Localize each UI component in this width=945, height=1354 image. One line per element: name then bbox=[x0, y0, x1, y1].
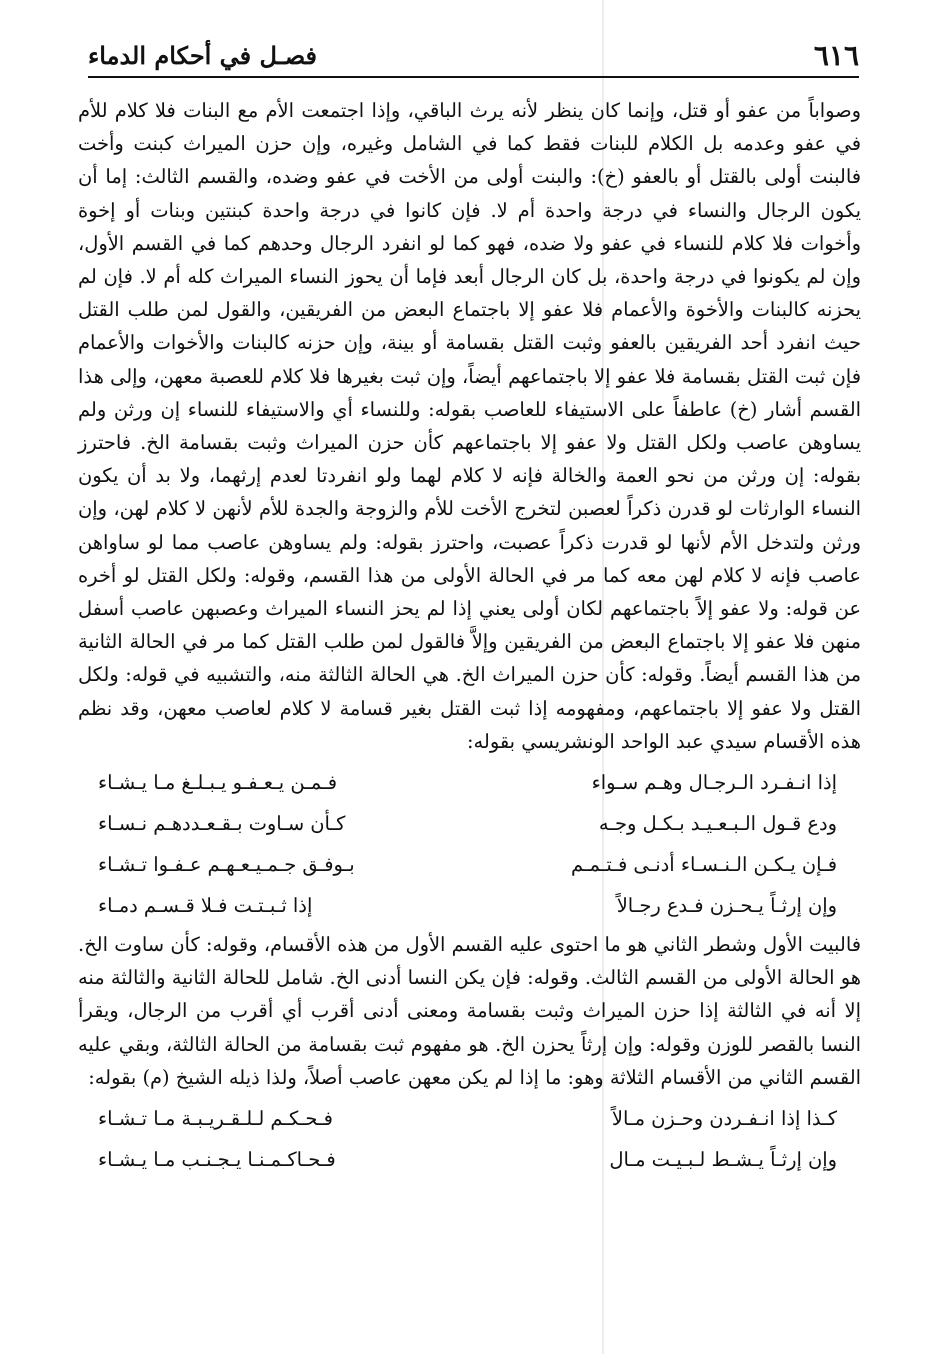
verse-line bbox=[78, 844, 861, 885]
paragraph: فالبيت الأول وشطر الثاني هو ما احتوى عليه القسم الأول من هذه الأقسام، وقوله: كأن ساوت الخ. هو الحالة الأولى من القسم الثالث. وقوله: فإن يكن النسا أدنى الخ. شامل للحالة الثانية والثالثة منه إلا أنه في الثالثة إذا حزن الميراث وثبت بقسامة ومعنى أدنى أقرب أي أقرب من الرجال، ويقرأ النسا بالقصر للوزن وقوله: وإن إرثاً يحزن الخ. هو مفهوم ثبت بقسامة من الحالة الثالثة، وبقي عليه القسم الثاني من الأقسام الثلاثة وهو: ما إذا لم يكن معهن عاصب أصلاً، ولذا ذيله الشيخ (م) بقوله: bbox=[78, 933, 861, 1089]
poem-block bbox=[78, 762, 861, 926]
poem-block bbox=[78, 1098, 861, 1180]
verse-second-hemistich: فـمـن يـعـفـو يـبـلـغ مـا يـشـاء bbox=[98, 770, 337, 794]
verse-second-hemistich: فـحـكـم لـلـقـريـبـة مـا تـشـاء bbox=[98, 1106, 333, 1130]
verse-line bbox=[78, 1098, 861, 1139]
verse-second-hemistich: فـحـاكـمـنـا يـجـنـب مـا يـشـاء bbox=[98, 1147, 336, 1171]
paragraph: وصواباً من عفو أو قتل، وإنما كان ينظر لأنه يرث الباقي، وإذا اجتمعت الأم مع البنات فلا كلام للأم في عفو وعدمه بل الكلام للبنات فقط كما في الشامل وغيره، وإن حزن الميراث كبنت وأخت فالبنت أولى بالقتل أو بالعفو (خ): والبنت أولى من الأخت في عفو وضده، والقسم الثالث: إما أن يكون الرجال والنساء في درجة واحدة أم لا. فإن كانوا في درجة واحدة كبنتين وبنات أو إخوة وأخوات فلا كلام للنساء في عفو ولا ضده، فهو كما لو انفرد الرجال وحدهم كما في القسم الأول، وإن لم يكونوا في درجة واحدة، بل كان الرجال أبعد فإما أن يحوز النساء الميراث كله أم لا. فإن لم يحزنه كالبنات والأخوة والأعمام فلا عفو إلا باجتماع البعض من الفريقين، والقول لمن طلب القتل حيث انفرد أحد الفريقين بالعفو وثبت القتل بقسامة أو بينة، وإن حزنه كالبنات والأخوات والأعمام فإن ثبت القتل بقسامة فلا عفو إلا باجتماعهم أيضاً، وإن ثبت بغيرها فلا كلام للعصبة معهن، وإلى هذا القسم أشار (خ) عاطفاً على الاستيفاء للعاصب بقوله: وللنساء أي والاستيفاء للنساء إن ورثن ولم يساوهن عاصب ولكل القتل ولا عفو إلا باجتماعهم كأن حزن الميراث وثبت بقسامة الخ. فاحترز بقوله: إن ورثن من نحو العمة والخالة فإنه لا كلام لهما ولو انفردتا لعدم إرثهما، ولا بد أن يكون النساء الوارثات لو قدرن ذكراً لعصبن لتخرج الأخت للأم والزوجة والجدة للأم لأنهن لا كلام لهن، وإن ورثن ولتدخل الأم لأنها لو قدرت ذكراً عصبت، واحترز بقوله: ولم يساوهن عاصب مما لو ساواهن عاصب فإنه لا كلام لهن معه كما مر في الحالة الأولى من هذا القسم، وقوله: ولكل القتل لو أخره عن قوله: ولا عفو إلاً باجتماعهم لكان أولى يعني إذا لم يحز النساء الميراث وعصبهن عاصب أسفل منهن فلا عفو إلا باجتماع البعض من الفريقين وإلاَّ فالقول لمن طلب القتل كما مر في الحالة الثانية من هذا القسم أيضاً. وقوله: كأن حزن الميراث الخ. هي الحالة الثالثة منه، والتشبيه في قوله: ولكل القتل ولا عفو إلا باجتماعهم، ومفهومه إذا ثبت القتل بغير قسامة لا كلام لعاصب معهن، وقد نظم هذه الأقسام سيدي عبد الواحد الونشريسي بقوله: bbox=[78, 99, 861, 753]
verse-second-hemistich: كـأن سـاوت بـقـعـددهـم نـسـاء bbox=[98, 811, 346, 835]
verse-first-hemistich: فـإن يـكـن الـنـسـاء أدنـى فـتـمـم bbox=[570, 852, 837, 876]
page-number: ٦١٦ bbox=[813, 38, 859, 72]
verse-second-hemistich: إذا ثـبـتـت فـلا قـسـم دمـاء bbox=[98, 893, 313, 917]
chapter-title: فصـل في أحكام الدماء bbox=[88, 40, 317, 70]
verse-first-hemistich: وإن إرثـاً يـشـط لـبـيـت مـال bbox=[609, 1147, 837, 1171]
verse-line bbox=[78, 803, 861, 844]
verse-first-hemistich: كـذا إذا انـفـردن وحـزن مـالاً bbox=[611, 1106, 837, 1130]
verse-first-hemistich: إذا انـفـرد الـرجـال وهـم سـواء bbox=[591, 770, 837, 794]
verse-first-hemistich: ودع قـول الـبـعـيـد بـكـل وجـه bbox=[598, 811, 837, 835]
page-body bbox=[78, 94, 861, 1182]
verse-line bbox=[78, 885, 861, 926]
verse-second-hemistich: بـوفـق جـمـيـعـهـم عـفـوا تـشـاء bbox=[98, 852, 355, 876]
verse-first-hemistich: وإن إرثـاً يـحـزن فـدع رجـالاً bbox=[616, 893, 837, 917]
page-header bbox=[88, 34, 859, 78]
verse-line bbox=[78, 762, 861, 803]
verse-line bbox=[78, 1139, 861, 1180]
